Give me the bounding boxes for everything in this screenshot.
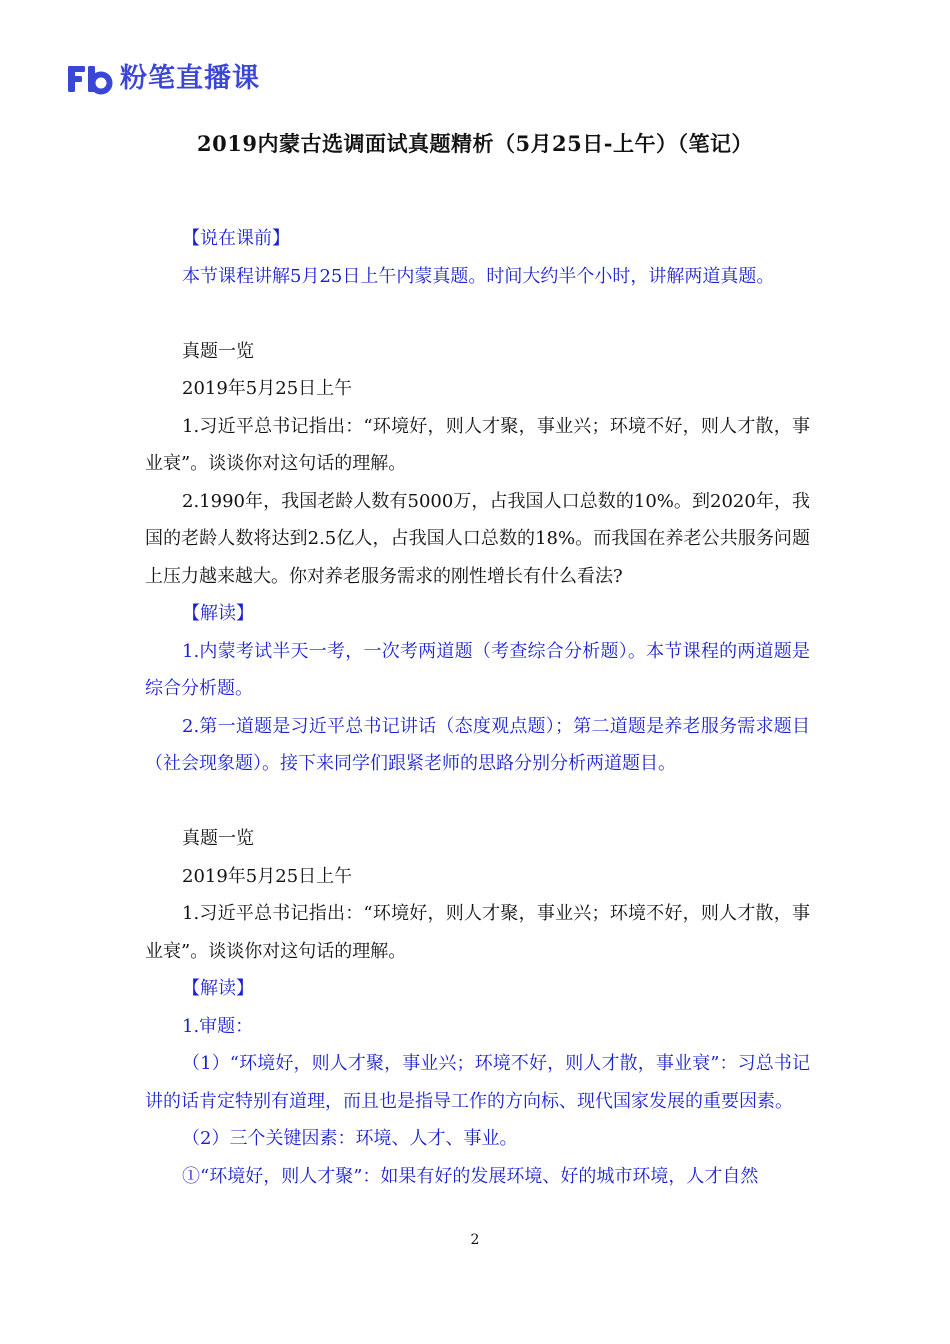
analysis-heading-repeat: 【解读】 (182, 978, 254, 999)
document-title: 2019内蒙古选调面试真题精析（5月25日-上午）（笔记） (197, 131, 753, 156)
section-heading-questions-repeat: 真题一览 (182, 828, 254, 849)
review-point-1: 1.审题： (182, 1015, 254, 1037)
brand-name: 粉笔直播课 (120, 63, 260, 94)
analysis-point-2: 2.第一道题是习近平总书记讲话（态度观点题）；第二道题是养老服务需求题目（社会现象题）。接下来同学们跟紧老师的思路分别分析两道题目。 (145, 715, 810, 774)
section-heading-intro: 【说在课前】 (182, 228, 290, 249)
review-subpoint-3: ①“环境好，则人才聚”：如果有好的发展环境、好的城市环境，人才自然 (182, 1165, 759, 1187)
review-subpoint-2: （2）三个关键因素：环境、人才、事业。 (182, 1128, 518, 1149)
question-2: 2.1990年，我国老龄人数有5000万，占我国人口总数的10%。到2020年，我国的老龄人数将达到2.5亿人，占我国人口总数的18%。而我国在养老公共服务问题上压力越来越大。你对养老服务需求的刚性增长有什么看法? (145, 490, 810, 587)
analysis-heading: 【解读】 (182, 603, 254, 624)
review-subpoint-1: （1）“环境好，则人才聚，事业兴；环境不好，则人才散，事业衰”：习总书记讲的话肯定特别有道理，而且也是指导工作的方向标、现代国家发展的重要因素。 (145, 1053, 810, 1112)
spacer (145, 295, 810, 333)
fb-logo-icon (66, 62, 114, 96)
brand-logo (66, 62, 260, 96)
intro-paragraph: 本节课程讲解5月25日上午内蒙真题。时间大约半个小时，讲解两道真题。 (182, 265, 775, 287)
question-1-repeat: 1.习近平总书记指出：“环境好，则人才聚，事业兴；环境不好，则人才散，事业衰”。谈谈你对这句话的理解。 (145, 903, 810, 962)
exam-date-repeat: 2019年5月25日上午 (182, 865, 353, 887)
section-heading-questions: 真题一览 (182, 340, 254, 362)
question-1: 1.习近平总书记指出：“环境好，则人才聚，事业兴；环境不好，则人才散，事业衰”。谈谈你对这句话的理解。 (145, 415, 810, 474)
document-body (145, 220, 810, 1195)
page-number: 2 (470, 1232, 480, 1248)
spacer (145, 783, 810, 821)
analysis-point-1: 1.内蒙考试半天一考，一次考两道题（考查综合分析题）。本节课程的两道题是综合分析题。 (145, 640, 810, 699)
exam-date: 2019年5月25日上午 (182, 378, 353, 399)
